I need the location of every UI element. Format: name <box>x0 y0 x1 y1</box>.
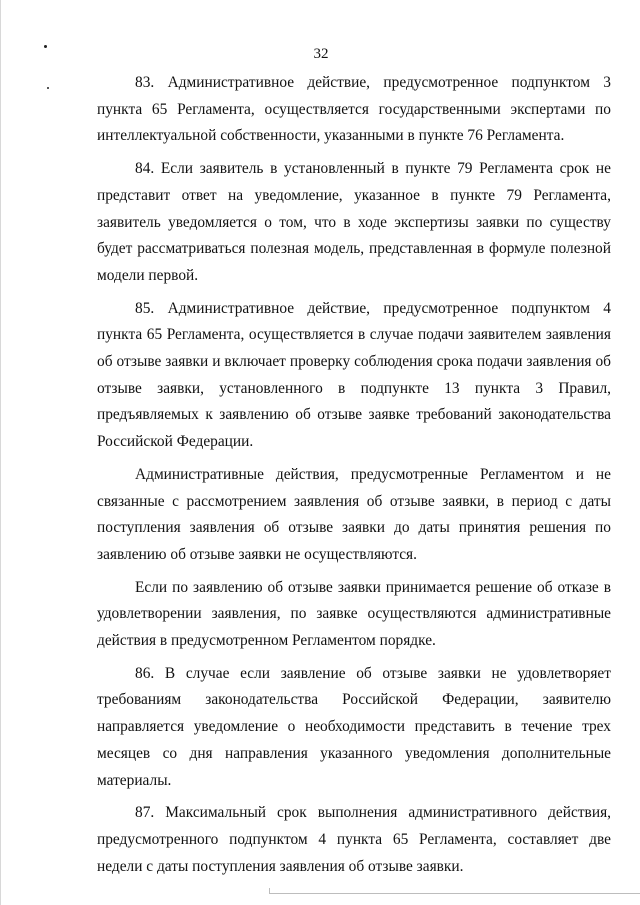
paragraph-87: 87. Максимальный срок выполнения административного действия, предусмотренного подпунктом 4 пункта 65 Регламента, составляет две недели с даты поступления заявления об отзыве заявки. <box>97 804 611 875</box>
paragraph-85-continued-1: Административные действия, предусмотренные Регламентом и не связанные с рассмотрением заявления об отзыве заявки, в период с даты поступления заявления об отзыве заявки до даты принятия решения по заявлению об отзыве заявки не осуществляются. <box>97 465 611 563</box>
paragraph-85-continued-2: Если по заявлению об отзыве заявки принимается решение об отказе в удовлетворении заявления, по заявке осуществляются административные действия в предусмотренном Регламентом порядке. <box>97 578 611 650</box>
paragraph-85: 85. Административное действие, предусмотренное подпунктом 4 пункта 65 Регламента, осуществляется в случае подачи заявителем заявления об отзыве заявки и включает проверку соблюдения срока подачи заявления об отзыве заявки, установленного в подпункте 13 пункта 3 Правил, предъявляемых к заявлению об отзыве заявке требований законодательства Российской Федерации. <box>97 299 611 451</box>
paragraph-83: 83. Административное действие, предусмотренное подпунктом 3 пункта 65 Регламента, осуществляется государственными экспертами по интеллектуальной собственности, указанными в пункте 76 Регламента. <box>97 74 611 145</box>
page-number: 32 <box>313 46 329 62</box>
paragraph-84: 84. Если заявитель в установленный в пункте 79 Регламента срок не представит ответ на уведомление, указанное в пункте 79 Регламента, заявитель уведомляется о том, что в ходе экспертизы заявки по существу будет рассматриваться полезная модель, представленная в формуле полезной модели первой. <box>97 160 611 284</box>
scan-speck <box>47 87 49 89</box>
paragraph-86: 86. В случае если заявление об отзыве заявки не удовлетворяет требованиям законодательства Российской Федерации, заявителю направляется уведомление о необходимости представить в течение трех месяцев со дня направления указанного уведомления дополнительные материалы. <box>97 664 611 789</box>
document-body <box>97 70 611 886</box>
scan-edge-line <box>269 893 640 894</box>
